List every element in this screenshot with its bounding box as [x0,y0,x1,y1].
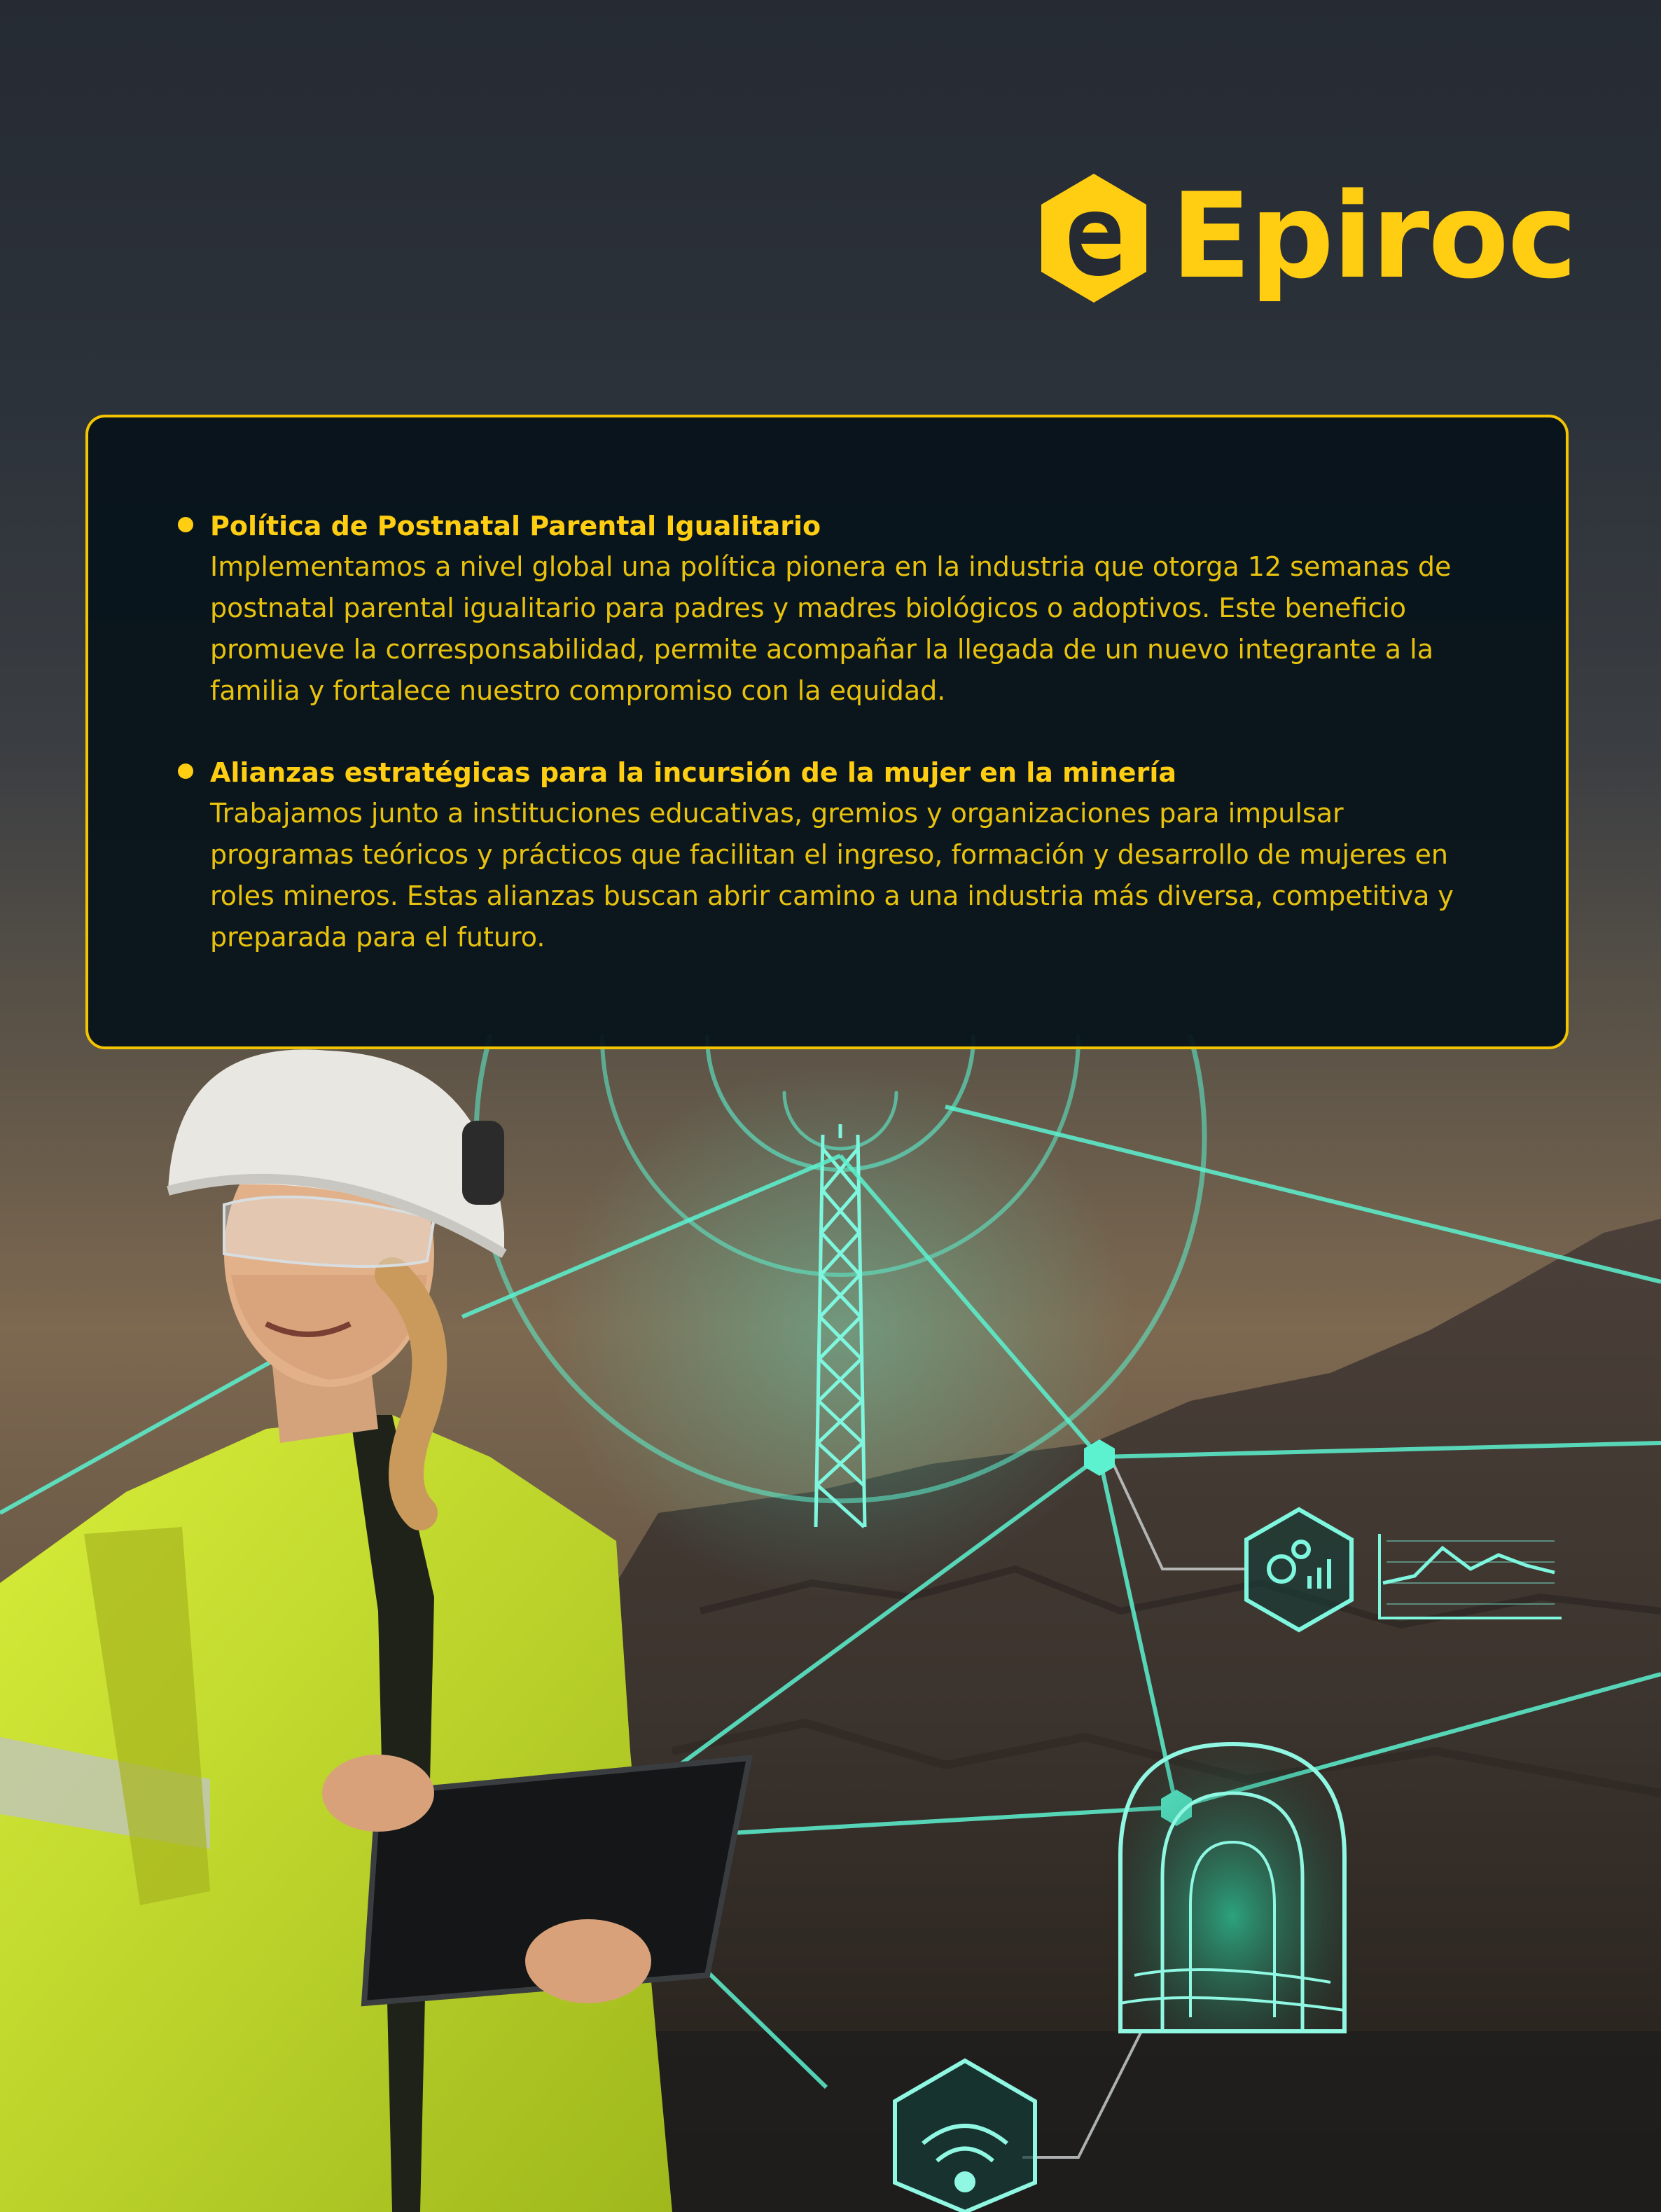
policy-body-line: roles mineros. Estas alianzas buscan abrir camino a una industria más diversa, competitiva y [210,880,1454,911]
info-card [85,415,1569,1049]
policy-body-line: preparada para el futuro. [210,922,545,953]
policy-body-line: familia y fortalece nuestro compromiso con la equidad. [210,675,946,706]
policy-title: Alianzas estratégicas para la incursión de la mujer en la minería [210,757,1176,788]
tunnel-icon [1120,1744,1344,2031]
bullet-dot [178,763,193,779]
policy-item-alliances [210,752,1541,958]
epiroc-hex-icon [1031,168,1157,308]
policy-body-line: promueve la corresponsabilidad, permite acompañar la llegada de un nuevo integrante a la [210,634,1433,665]
water [616,2031,1661,2212]
bullet-dot [178,517,193,532]
policy-body-line: postnatal parental igualitario para padres y madres biológicos o adoptivos. Este beneficio [210,593,1407,623]
policy-item-postnatal [210,506,1541,712]
policy-title: Política de Postnatal Parental Igualitario [210,511,821,541]
policy-body-line: Implementamos a nivel global una política pionera en la industria que otorga 12 semanas de [210,551,1452,582]
policy-body-line: programas teóricos y prácticos que facilitan el ingreso, formación y desarrollo de mujeres en [210,839,1448,870]
policy-body-line: Trabajamos junto a instituciones educativas, gremios y organizaciones para impulsar [210,798,1344,829]
brand-name: Epiroc [1171,167,1576,305]
epiroc-logo [1031,167,1576,308]
